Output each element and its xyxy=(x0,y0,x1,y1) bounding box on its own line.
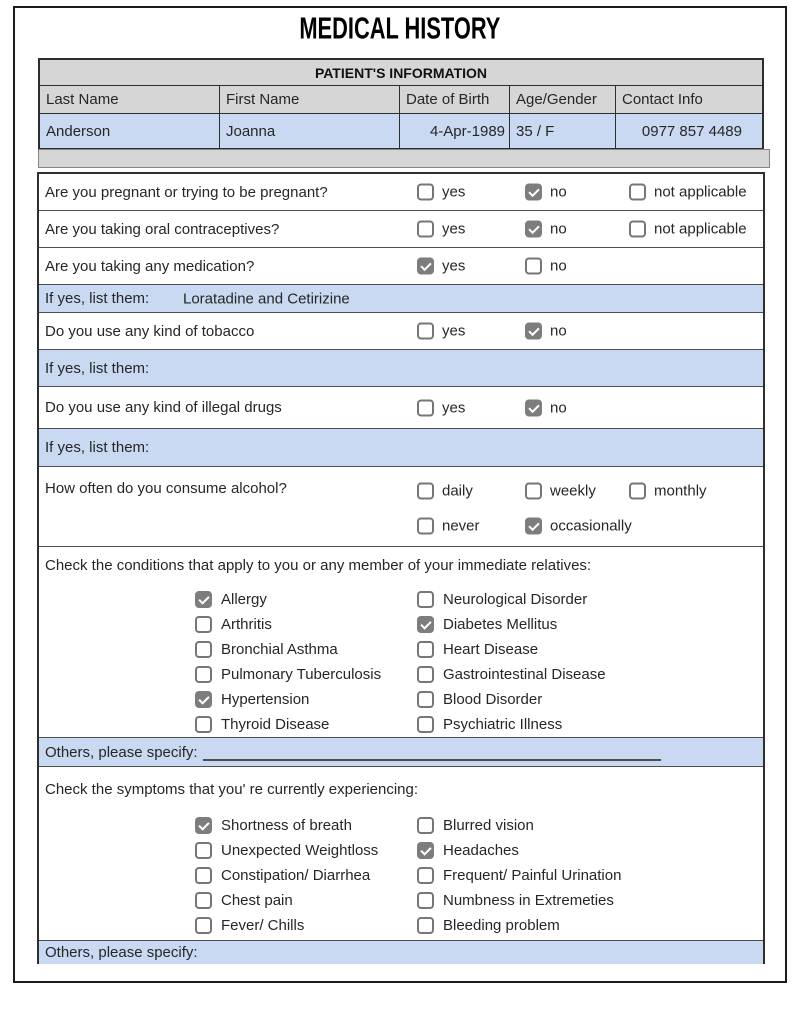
spacer-bar xyxy=(38,149,770,168)
last-name-field[interactable]: Anderson xyxy=(40,114,220,148)
checkbox-contraceptives-no[interactable] xyxy=(525,221,542,238)
condition-label: Hypertension xyxy=(221,691,310,708)
condition-label: Bronchial Asthma xyxy=(221,641,338,658)
checkbox-alcohol-weekly[interactable] xyxy=(525,483,542,500)
symptoms-column-left xyxy=(195,813,378,938)
option-label-yes: yes xyxy=(442,257,466,275)
checkbox-pregnant-not-applicable[interactable] xyxy=(629,184,646,201)
condition-label: Thyroid Disease xyxy=(221,716,330,733)
option-label-yes: yes xyxy=(442,220,466,238)
condition-label: Gastrointestinal Disease xyxy=(443,666,606,683)
condition-label: Blood Disorder xyxy=(443,691,543,708)
patient-info-table xyxy=(38,58,764,150)
checkbox-medication-yes[interactable] xyxy=(417,258,434,275)
question-label-medication: Are you taking any medication? xyxy=(45,257,255,275)
checkbox-heart-disease[interactable] xyxy=(417,641,434,658)
checkbox-drugs-yes[interactable] xyxy=(417,399,434,416)
checkbox-blood-disorder[interactable] xyxy=(417,691,434,708)
checkbox-diabetes-mellitus[interactable] xyxy=(417,616,434,633)
option-label-monthly: monthly xyxy=(654,482,707,500)
conditions-intro: Check the conditions that apply to you or any member of your immediate relatives: xyxy=(45,557,592,574)
option-alcohol-monthly[interactable] xyxy=(629,483,707,500)
option-label-not-applicable: not applicable xyxy=(654,183,747,201)
symptom-chest-pain[interactable] xyxy=(195,888,378,913)
checkbox-contraceptives-not-applicable[interactable] xyxy=(629,221,646,238)
column-header-first-name: First Name xyxy=(220,86,400,113)
checkbox-psychiatric-illness[interactable] xyxy=(417,716,434,733)
symptoms-column-right xyxy=(417,813,621,938)
question-row-pregnant xyxy=(39,174,763,211)
contact-info-field[interactable]: 0977 857 4489 xyxy=(641,122,742,140)
patient-info-section-header: PATIENT'S INFORMATION xyxy=(40,60,762,86)
option-medication-no[interactable] xyxy=(525,258,567,275)
column-header-last-name: Last Name xyxy=(40,86,220,113)
page-title-text: MEDICAL HISTORY xyxy=(299,11,501,46)
condition-label: Allergy xyxy=(221,591,267,608)
symptom-shortness-of-breath[interactable] xyxy=(195,813,378,838)
symptom-blurred-vision[interactable] xyxy=(417,813,621,838)
condition-heart-disease[interactable] xyxy=(417,637,606,662)
question-row-medication xyxy=(39,248,763,285)
page-title xyxy=(0,13,800,45)
condition-label: Arthritis xyxy=(221,616,272,633)
condition-diabetes-mellitus[interactable] xyxy=(417,612,606,637)
question-label-contraceptives: Are you taking oral contraceptives? xyxy=(45,220,280,238)
checkbox-headaches[interactable] xyxy=(417,842,434,859)
checkbox-chest-pain[interactable] xyxy=(195,892,212,909)
option-contraceptives-yes[interactable] xyxy=(417,221,465,238)
symptom-label: Blurred vision xyxy=(443,817,534,834)
option-contraceptives-no[interactable] xyxy=(525,221,567,238)
patient-info-column-headers xyxy=(40,86,762,114)
checkbox-thyroid-disease[interactable] xyxy=(195,716,212,733)
option-label-no: no xyxy=(550,220,567,238)
condition-allergy[interactable] xyxy=(195,587,381,612)
option-tobacco-no[interactable] xyxy=(525,323,567,340)
option-alcohol-occasionally[interactable] xyxy=(525,518,632,535)
checkbox-alcohol-never[interactable] xyxy=(417,518,434,535)
conditions-section xyxy=(39,547,763,738)
condition-pulmonary-tuberculosis[interactable] xyxy=(195,662,381,687)
symptom-label: Fever/ Chills xyxy=(221,917,305,934)
option-pregnant-yes[interactable] xyxy=(417,184,465,201)
medication-list-field[interactable]: Loratadine and Cetirizine xyxy=(183,290,350,307)
symptom-numbness-in-extremeties[interactable] xyxy=(417,888,621,913)
checkbox-pulmonary-tuberculosis[interactable] xyxy=(195,666,212,683)
checkbox-pregnant-yes[interactable] xyxy=(417,184,434,201)
if-yes-tobacco-row xyxy=(39,350,763,387)
question-row-contraceptives xyxy=(39,211,763,248)
checkbox-tobacco-yes[interactable] xyxy=(417,323,434,340)
checkbox-bleeding-problem[interactable] xyxy=(417,917,434,934)
symptom-label: Chest pain xyxy=(221,892,293,909)
condition-blood-disorder[interactable] xyxy=(417,687,606,712)
condition-gastrointestinal-disease[interactable] xyxy=(417,662,606,687)
checkbox-hypertension[interactable] xyxy=(195,691,212,708)
condition-psychiatric-illness[interactable] xyxy=(417,712,606,737)
question-label-tobacco: Do you use any kind of tobacco xyxy=(45,322,255,340)
checkbox-contraceptives-yes[interactable] xyxy=(417,221,434,238)
checkbox-blurred-vision[interactable] xyxy=(417,817,434,834)
if-yes-label: If yes, list them: xyxy=(45,290,150,307)
checkbox-numbness-in-extremeties[interactable] xyxy=(417,892,434,909)
option-label-occasionally: occasionally xyxy=(550,517,632,535)
symptom-label: Constipation/ Diarrhea xyxy=(221,867,371,884)
symptom-constipation-diarrhea[interactable] xyxy=(195,863,378,888)
if-yes-label: If yes, list them: xyxy=(45,359,150,377)
question-row-tobacco xyxy=(39,313,763,350)
column-header-age-gender: Age/Gender xyxy=(510,86,616,113)
column-header-contact-info: Contact Info xyxy=(622,91,703,108)
symptom-label: Unexpected Weightloss xyxy=(221,842,379,859)
checkbox-allergy[interactable] xyxy=(195,591,212,608)
condition-label: Diabetes Mellitus xyxy=(443,616,558,633)
option-label-daily: daily xyxy=(442,482,473,500)
questions-table xyxy=(37,172,765,964)
checkbox-unexpected-weightloss[interactable] xyxy=(195,842,212,859)
checkbox-constipation-diarrhea[interactable] xyxy=(195,867,212,884)
question-label-pregnant: Are you pregnant or trying to be pregnant? xyxy=(45,183,328,201)
date-of-birth-field[interactable]: 4-Apr-1989 xyxy=(400,114,510,148)
condition-label: Heart Disease xyxy=(443,641,539,658)
symptom-label: Bleeding problem xyxy=(443,917,560,934)
checkbox-gastrointestinal-disease[interactable] xyxy=(417,666,434,683)
checkbox-tobacco-no[interactable] xyxy=(525,323,542,340)
conditions-others-field[interactable] xyxy=(203,744,661,761)
column-header-date-of-birth: Date of Birth xyxy=(400,86,510,113)
symptom-frequent-painful-urination[interactable] xyxy=(417,863,621,888)
option-alcohol-daily[interactable] xyxy=(417,483,473,500)
question-row-alcohol xyxy=(39,467,763,547)
checkbox-neurological-disorder[interactable] xyxy=(417,591,434,608)
symptom-label: Shortness of breath xyxy=(221,817,352,834)
option-pregnant-not-applicable[interactable] xyxy=(629,184,747,201)
symptom-fever-chills[interactable] xyxy=(195,913,378,938)
symptoms-others-row xyxy=(39,941,763,964)
checkbox-fever-chills[interactable] xyxy=(195,917,212,934)
symptom-headaches[interactable] xyxy=(417,838,621,863)
condition-label: Pulmonary Tuberculosis xyxy=(221,666,382,683)
checkbox-frequent-painful-urination[interactable] xyxy=(417,867,434,884)
checkbox-drugs-no[interactable] xyxy=(525,399,542,416)
symptom-bleeding-problem[interactable] xyxy=(417,913,621,938)
if-yes-medication-row xyxy=(39,285,763,313)
option-label-no: no xyxy=(550,183,567,201)
option-label-yes: yes xyxy=(442,183,466,201)
option-tobacco-yes[interactable] xyxy=(417,323,465,340)
patient-info-values xyxy=(40,114,762,148)
option-label-yes: yes xyxy=(442,322,466,340)
option-label-no: no xyxy=(550,399,567,416)
checkbox-bronchial-asthma[interactable] xyxy=(195,641,212,658)
checkbox-alcohol-daily[interactable] xyxy=(417,483,434,500)
option-pregnant-no[interactable] xyxy=(525,184,567,201)
checkbox-medication-no[interactable] xyxy=(525,258,542,275)
conditions-column-right xyxy=(417,587,606,737)
if-yes-drugs-row xyxy=(39,429,763,467)
symptoms-intro: Check the symptoms that you' re currently experiencing: xyxy=(45,781,419,798)
option-label-never: never xyxy=(442,517,480,535)
checkbox-alcohol-monthly[interactable] xyxy=(629,483,646,500)
condition-label: Psychiatric Illness xyxy=(443,716,563,733)
symptoms-section xyxy=(39,767,763,941)
first-name-field[interactable]: Joanna xyxy=(220,114,400,148)
option-label-no: no xyxy=(550,322,567,340)
symptom-label: Frequent/ Painful Urination xyxy=(443,867,622,884)
question-label-alcohol: How often do you consume alcohol? xyxy=(45,480,287,497)
question-row-drugs xyxy=(39,387,763,429)
option-drugs-no[interactable] xyxy=(525,399,567,416)
condition-neurological-disorder[interactable] xyxy=(417,587,606,612)
checkbox-shortness-of-breath[interactable] xyxy=(195,817,212,834)
option-label-not-applicable: not applicable xyxy=(654,220,747,238)
symptom-label: Numbness in Extremeties xyxy=(443,892,614,909)
conditions-others-row xyxy=(39,738,763,767)
symptom-unexpected-weightloss[interactable] xyxy=(195,838,378,863)
option-medication-yes[interactable] xyxy=(417,258,465,275)
option-label-weekly: weekly xyxy=(550,482,596,500)
option-alcohol-weekly[interactable] xyxy=(525,483,596,500)
checkbox-pregnant-no[interactable] xyxy=(525,184,542,201)
checkbox-arthritis[interactable] xyxy=(195,616,212,633)
option-label-yes: yes xyxy=(442,399,466,416)
age-gender-field[interactable]: 35 / F xyxy=(510,114,616,148)
condition-hypertension[interactable] xyxy=(195,687,381,712)
condition-thyroid-disease[interactable] xyxy=(195,712,381,737)
checkbox-alcohol-occasionally[interactable] xyxy=(525,518,542,535)
question-label-drugs: Do you use any kind of illegal drugs xyxy=(45,399,282,416)
option-label-no: no xyxy=(550,257,567,275)
condition-bronchial-asthma[interactable] xyxy=(195,637,381,662)
option-drugs-yes[interactable] xyxy=(417,399,465,416)
others-label: Others, please specify: xyxy=(45,743,198,761)
symptom-label: Headaches xyxy=(443,842,519,859)
if-yes-label: If yes, list them: xyxy=(45,439,150,456)
option-contraceptives-not-applicable[interactable] xyxy=(629,221,747,238)
conditions-column-left xyxy=(195,587,381,737)
condition-label: Neurological Disorder xyxy=(443,591,588,608)
condition-arthritis[interactable] xyxy=(195,612,381,637)
option-alcohol-never[interactable] xyxy=(417,518,480,535)
others-label: Others, please specify: xyxy=(45,944,198,961)
